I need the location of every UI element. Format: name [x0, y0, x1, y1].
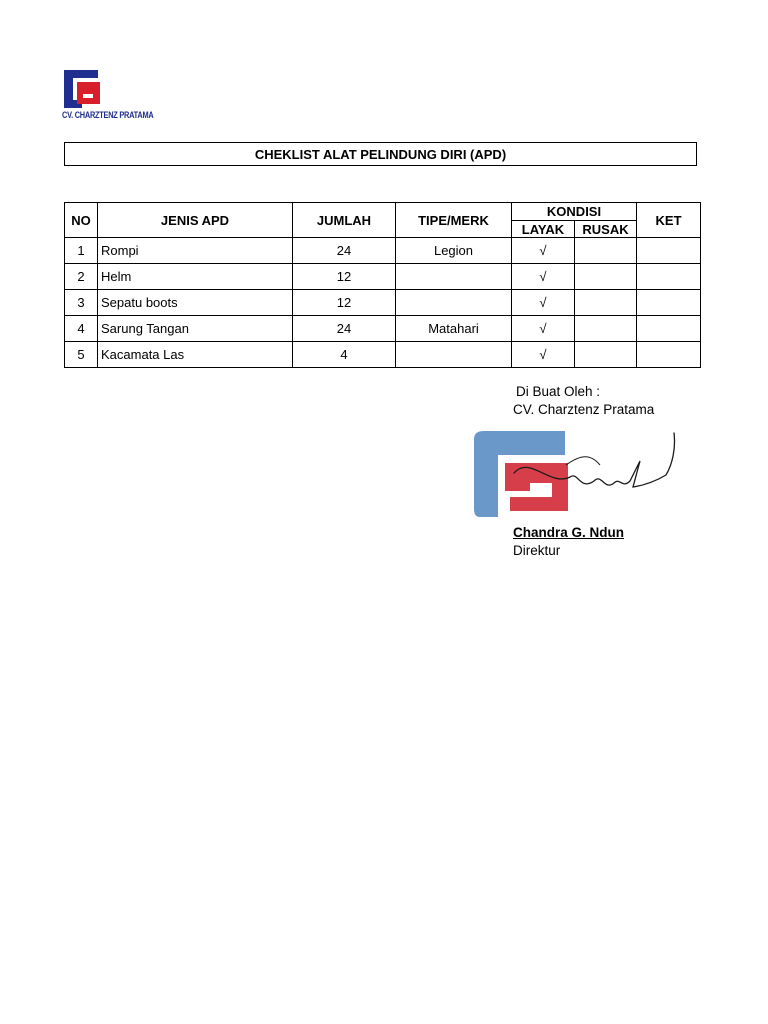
cell-no: 5 [65, 342, 98, 368]
cell-no: 4 [65, 316, 98, 342]
table-row [65, 290, 701, 316]
cell-jenis: Rompi [98, 238, 293, 264]
header-kondisi: KONDISI [512, 203, 637, 221]
cell-layak: √ [512, 264, 575, 290]
header-jumlah: JUMLAH [293, 203, 396, 238]
cell-jenis: Kacamata Las [98, 342, 293, 368]
document-title: CHEKLIST ALAT PELINDUNG DIRI (APD) [254, 146, 507, 162]
table-row [65, 342, 701, 368]
cell-rusak [575, 264, 637, 290]
table-row [65, 238, 701, 264]
header-ket: KET [637, 203, 701, 238]
header-layak: LAYAK [512, 221, 575, 238]
cell-layak: √ [512, 238, 575, 264]
table-header-row [65, 203, 701, 221]
table-row [65, 264, 701, 290]
cell-tipe: Legion [396, 238, 512, 264]
cell-ket [637, 238, 701, 264]
cell-tipe [396, 342, 512, 368]
cell-no: 3 [65, 290, 98, 316]
cell-tipe: Matahari [396, 316, 512, 342]
apd-checklist-table [64, 202, 701, 368]
cell-ket [637, 264, 701, 290]
cell-layak: √ [512, 290, 575, 316]
signature-stamp [470, 425, 685, 525]
made-by-label: Di Buat Oleh : [516, 384, 601, 399]
cell-jenis: Helm [98, 264, 293, 290]
cell-layak: √ [512, 316, 575, 342]
cell-jumlah: 4 [293, 342, 396, 368]
cell-layak: √ [512, 342, 575, 368]
cell-rusak [575, 342, 637, 368]
cell-rusak [575, 316, 637, 342]
signature-stamp-icon [470, 425, 685, 525]
cell-tipe [396, 264, 512, 290]
cell-jenis: Sepatu boots [98, 290, 293, 316]
cell-ket [637, 290, 701, 316]
cell-tipe [396, 290, 512, 316]
company-logo [62, 68, 152, 128]
table-row [65, 316, 701, 342]
cell-jumlah: 24 [293, 238, 396, 264]
signature-company: CV. Charztenz Pratama [513, 402, 655, 417]
signature-block [513, 383, 654, 419]
cell-jumlah: 12 [293, 290, 396, 316]
cell-ket [637, 342, 701, 368]
header-rusak: RUSAK [575, 221, 637, 238]
header-jenis-apd: JENIS APD [98, 203, 293, 238]
document-title-box [64, 142, 697, 166]
header-no: NO [65, 203, 98, 238]
cell-jumlah: 24 [293, 316, 396, 342]
cell-ket [637, 316, 701, 342]
cell-jumlah: 12 [293, 264, 396, 290]
cell-no: 2 [65, 264, 98, 290]
cell-no: 1 [65, 238, 98, 264]
signer-title: Direktur [513, 543, 561, 558]
company-logo-text: CV. CHARZTENZ PRATAMA [62, 110, 154, 120]
cell-rusak [575, 238, 637, 264]
header-tipe-merk: TIPE/MERK [396, 203, 512, 238]
signer-name: Chandra G. Ndun [513, 525, 624, 540]
company-logo-icon [62, 68, 104, 110]
cell-jenis: Sarung Tangan [98, 316, 293, 342]
cell-rusak [575, 290, 637, 316]
